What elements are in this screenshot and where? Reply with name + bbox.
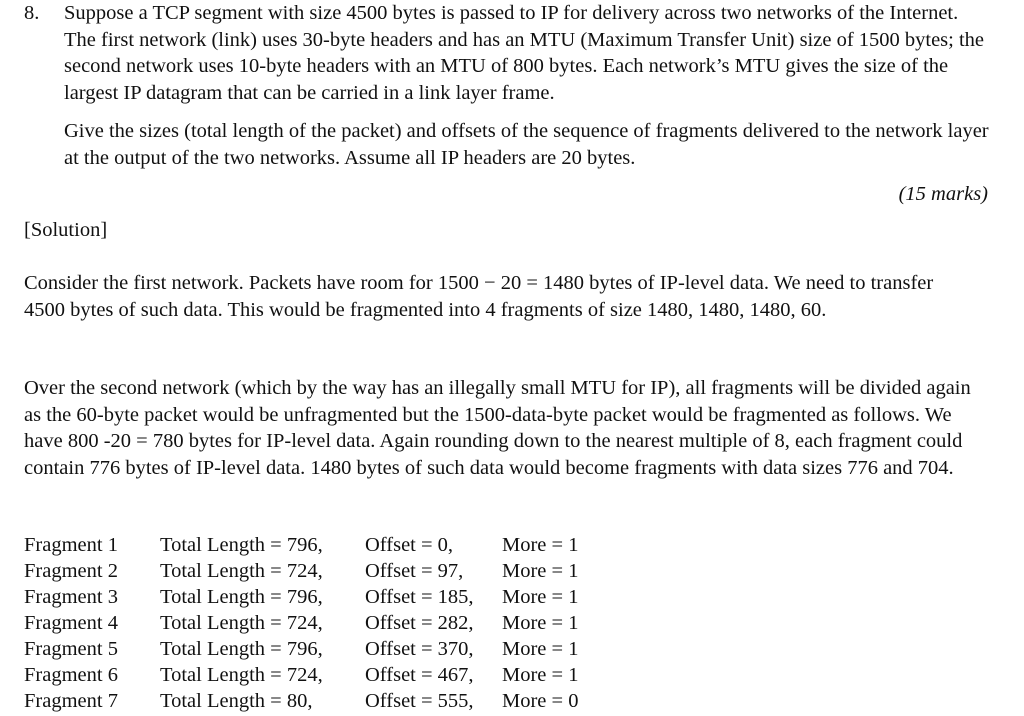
- fragment-more-flag: More = 1: [502, 534, 579, 556]
- question-number: 8.: [24, 2, 40, 24]
- question-paragraph-1: Suppose a TCP segment with size 4500 bytes is passed to IP for delivery across two networks of the Internet. The first network (link) uses 30-byte headers and has an MTU (Maximum Transfer Unit) size of 1500 bytes; the second network uses 10-byte headers with an MTU of 800 bytes. Each network’s MTU gives the size of the largest IP datagram that can be carried in a link layer frame.: [64, 2, 985, 104]
- fragment-more-flag: More = 1: [502, 560, 579, 582]
- fragment-offset: Offset = 555,: [365, 690, 474, 712]
- fragment-row: [24, 636, 602, 662]
- question-paragraph-2: Give the sizes (total length of the packet) and offsets of the sequence of fragments delivered to the network layer at the output of the two networks. Assume all IP headers are 20 bytes.: [64, 120, 989, 169]
- fragment-row: [24, 662, 602, 688]
- fragment-total-length: Total Length = 724,: [160, 612, 323, 634]
- fragment-table-body: [24, 532, 602, 714]
- fragment-total-length: Total Length = 796,: [160, 534, 323, 556]
- fragment-row: [24, 688, 602, 714]
- fragment-offset: Offset = 0,: [365, 534, 454, 556]
- fragment-offset: Offset = 282,: [365, 612, 474, 634]
- fragment-name: Fragment 3: [24, 586, 118, 608]
- fragment-total-length: Total Length = 796,: [160, 586, 323, 608]
- fragment-more-flag: More = 1: [502, 664, 579, 686]
- fragment-name: Fragment 7: [24, 690, 118, 712]
- fragment-table: [24, 532, 602, 714]
- fragment-name: Fragment 5: [24, 638, 118, 660]
- solution-paragraph-1: Consider the first network. Packets have room for 1500 − 20 = 1480 bytes of IP-level data. We need to transfer 4500 bytes of such data. This would be fragmented into 4 fragments of size 1480, 1480, 1480, 60.: [24, 272, 934, 321]
- marks-label: (15 marks): [898, 183, 988, 205]
- fragment-offset: Offset = 467,: [365, 664, 474, 686]
- fragment-name: Fragment 6: [24, 664, 118, 686]
- fragment-offset: Offset = 97,: [365, 560, 464, 582]
- fragment-row: [24, 558, 602, 584]
- fragment-more-flag: More = 1: [502, 586, 579, 608]
- fragment-name: Fragment 2: [24, 560, 118, 582]
- solution-paragraph-2: Over the second network (which by the way has an illegally small MTU for IP), all fragments will be divided again as the 60-byte packet would be unfragmented but the 1500-data-byte packet would be fragmented as follows. We have 800 -20 = 780 bytes for IP-level data. Again rounding down to the nearest multiple of 8, each fragment could contain 776 bytes of IP-level data. 1480 bytes of such data would become fragments with data sizes 776 and 704.: [24, 377, 971, 479]
- fragment-row: [24, 584, 602, 610]
- fragment-total-length: Total Length = 724,: [160, 664, 323, 686]
- fragment-offset: Offset = 185,: [365, 586, 474, 608]
- question-body: [64, 0, 994, 171]
- fragment-offset: Offset = 370,: [365, 638, 474, 660]
- fragment-row: [24, 610, 602, 636]
- fragment-total-length: Total Length = 796,: [160, 638, 323, 660]
- fragment-more-flag: More = 1: [502, 638, 579, 660]
- solution-heading: [Solution]: [24, 219, 108, 241]
- fragment-more-flag: More = 1: [502, 612, 579, 634]
- fragment-total-length: Total Length = 724,: [160, 560, 323, 582]
- question-block: [24, 0, 994, 171]
- fragment-row: [24, 532, 602, 558]
- fragment-more-flag: More = 0: [502, 690, 579, 712]
- fragment-name: Fragment 1: [24, 534, 118, 556]
- fragment-total-length: Total Length = 80,: [160, 690, 313, 712]
- fragment-name: Fragment 4: [24, 612, 118, 634]
